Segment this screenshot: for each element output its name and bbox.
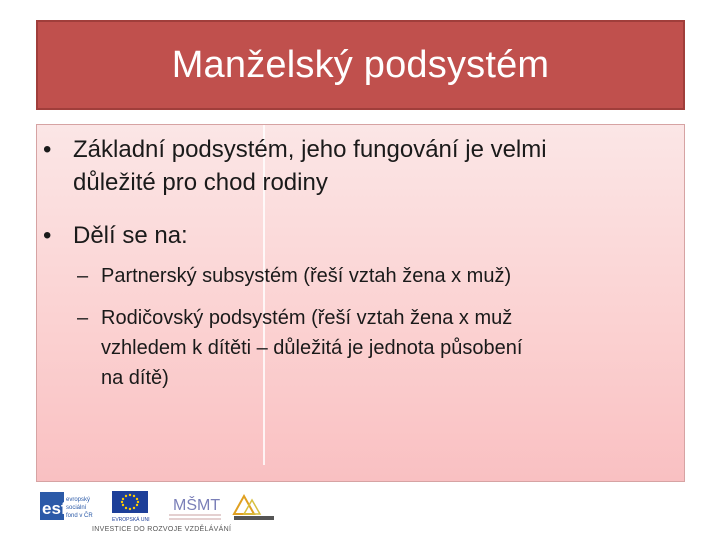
- esf-line: sociální: [66, 505, 87, 511]
- footer-tagline: INVESTICE DO ROZVOJE VZDĚLÁVÁNÍ: [92, 526, 232, 533]
- eu-label: EVROPSKÁ UNIE: [112, 517, 150, 523]
- svg-text:esf: esf: [42, 499, 67, 518]
- esf-logo: [40, 492, 102, 522]
- slide-title-bar: [36, 20, 685, 110]
- bullet-text-line: Dělí se na:: [73, 222, 188, 249]
- footer-logos: [40, 488, 300, 538]
- content-box: [36, 124, 685, 482]
- eu-flag-logo: [110, 491, 150, 523]
- sub-bullet-text-line: vzhledem k dítěti – důležitá je jednota působení: [101, 337, 523, 359]
- msmt-label: MŠMT: [173, 497, 221, 514]
- sub-bullet-text-line: Rodičovský podsystém (řeší vztah žena x muž: [101, 307, 513, 329]
- sub-bullet-text-line: na dítě): [101, 367, 169, 389]
- bullet-text-line: Základní podsystém, jeho fungování je velmi: [73, 136, 547, 163]
- op-logo: [230, 490, 278, 524]
- slide-title: Manželský podsystém: [171, 43, 550, 86]
- msmt-logo: [165, 488, 225, 524]
- esf-line: evropský: [66, 497, 91, 503]
- dash-glyph: –: [77, 307, 89, 329]
- sub-bullet-text-line: Partnerský subsystém (řeší vztah žena x muž): [101, 265, 512, 287]
- esf-line: fond v ČR: [66, 513, 93, 519]
- bullet-glyph: •: [43, 136, 52, 163]
- dash-glyph: –: [77, 265, 89, 287]
- bullet-text-line: důležité pro chod rodiny: [73, 169, 328, 196]
- bullet-glyph: •: [43, 222, 52, 249]
